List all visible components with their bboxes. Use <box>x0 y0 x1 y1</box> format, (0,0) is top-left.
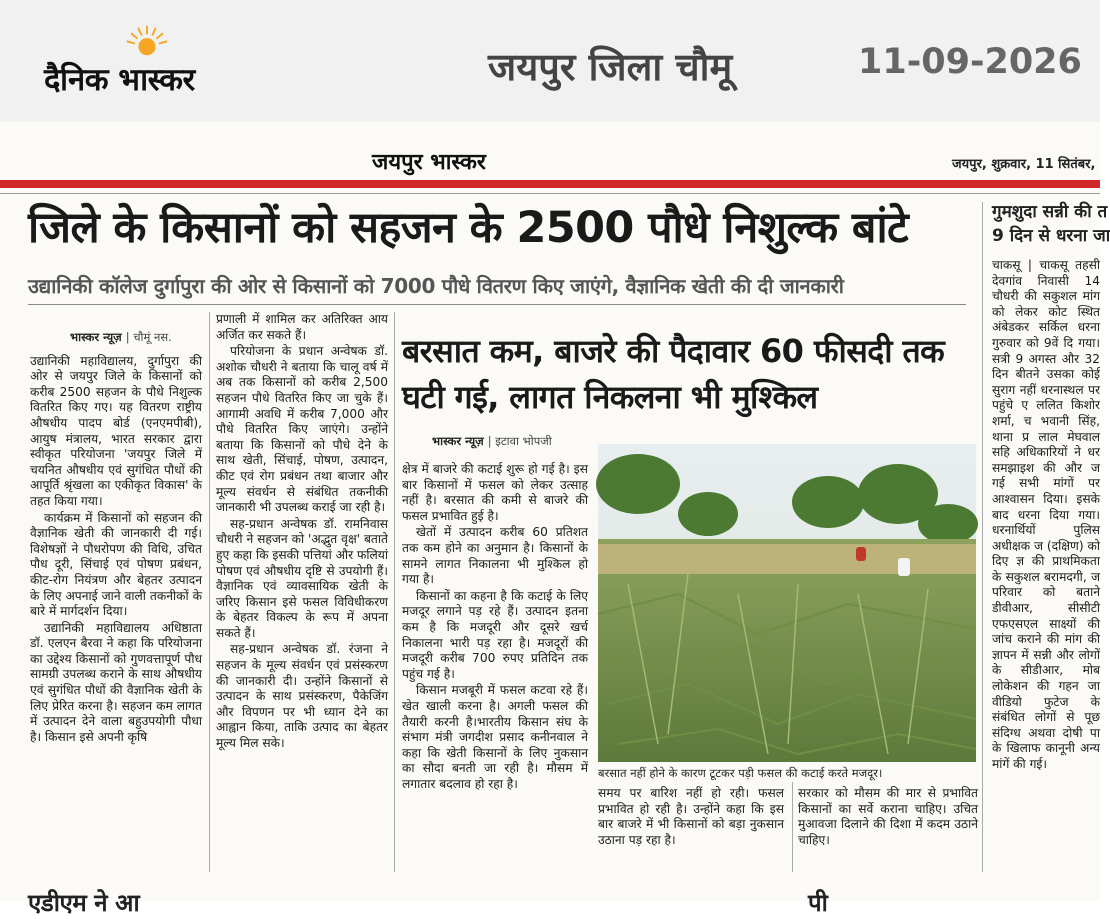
next-story-headline-right: पी <box>808 889 828 917</box>
photo-caption: बरसात नहीं होने के कारण टूटकर पड़ी फसल की कटाई करते मजदूर। <box>598 766 883 780</box>
paragraph: उद्यानिकी महाविद्यालय, दुर्गापुरा की ओर से जयपुर जिले के किसानों को करीब 2500 सहजन के पौधे निशुल्क वितरित किए गए। यह वितरण राष्ट्रीय औषधीय पादप बोर्ड (एनएमपीबी), आयुष मंत्रालय, भारत सरकार द्वारा स्वीकृत परियोजना 'जयपुर जिले में चयनित औषधीय एवं सुगंधित पौधों की आपूर्ति श्रृंखला का एकीकृत विकास' के तहत किया गया। <box>30 353 202 508</box>
story1-headline: जिले के किसानों को सहजन के 2500 पौधे निशुल्क बांटे <box>28 203 909 253</box>
paragraph: समय पर बारिश नहीं हो रही। फसल प्रभावित हो रही है। उन्होंने कहा कि इस बार बाजरे में भी किसानों को बड़ा नुकसान उठाना पड़ रहा है। <box>598 786 784 847</box>
story3-column <box>992 258 1100 872</box>
story2-headline: बरसात कम, बाजरे की पैदावार 60 फीसदी तक घटी गई, लागत निकलना भी मुश्किल <box>402 332 945 416</box>
paragraph: कार्यक्रम में किसानों को सहजन की वैज्ञानिक खेती की जानकारी दी गई। विशेषज्ञों ने पौधरोपण की विधि, उचित पौध दूरी, सिंचाई एवं पोषण प्रबंधन, कीट-रोग नियंत्रण और बेहतर उत्पादन के लिए अपनाई जाने वाली तकनीकों के बारे में मार्गदर्शन दिया। <box>30 510 202 619</box>
headline-line: गुमशुदा सन्नी की त <box>992 202 1108 222</box>
paper-dateline: जयपुर, शुक्रवार, 11 सितंबर, <box>952 157 1096 172</box>
story2-column-1 <box>402 462 588 793</box>
paper-masthead: जयपुर भास्कर <box>372 150 486 175</box>
paragraph: किसान मजबूरी में फसल कटवा रहे हैं। खेत खाली करना है। अगली फसल की तैयारी करनी है।भारतीय किसान संघ के संभाग मंत्री जगदीश प्रसाद कनीनवाल ने कहा कि खेती किसानों के लिए नुकसान का सौदा बनती जा रही है। मौसम में लगातार बदलाव हो रहा है। <box>402 683 588 791</box>
paragraph: किसानों का कहना है कि कटाई के लिए मजदूर लगाने पड़ रहे हैं। उत्पादन इतना कम है कि मजदूरी और दूसरे खर्च निकालना भारी पड़ रहा है। मजदूरों की मजदूरी करीब 700 रुपए प्रतिदिन तक पहुंच गई है। <box>402 588 588 681</box>
next-story-headline-left: एडीएम ने आ <box>28 889 140 917</box>
column-separator <box>209 312 210 872</box>
paragraph: परियोजना के प्रधान अन्वेषक डॉ. अशोक चौधरी ने बताया कि चालू वर्ष में अब तक किसानों को करीब 2,500 सहजन पौधे वितरित किए जा चुके हैं। आगामी अवधि में करीब 7,000 और पौधे वितरित किए जाएंगे। उन्होंने बताया कि किसानों को पौधे देने के साथ खेती, सिंचाई, पोषण, उत्पादन, कीट एवं रोग प्रबंधन तथा बाजार और मूल्य संवर्धन से संबंधित तकनीकी जानकारी भी उपलब्ध कराई जा रही है। <box>216 344 388 515</box>
column-separator <box>792 782 793 872</box>
top-bar <box>0 0 1100 122</box>
masthead-red-rule <box>0 180 1100 188</box>
divider <box>28 304 966 305</box>
story1-column-2 <box>216 312 388 753</box>
story2-byline: भास्कर न्यूज़ | इटावा भोपजी <box>432 434 552 448</box>
sun-logo-icon <box>128 22 166 60</box>
masthead-thin-rule <box>0 193 1100 194</box>
paragraph: सरकार को मौसम की मार से प्रभावित किसानों का सर्वे कराना चाहिए। उचित मुआवजा दिलाने की दिशा में कदम उठाने चाहिए। <box>798 786 978 847</box>
brand-logo-text: दैनिक भास्कर <box>44 62 195 98</box>
column-separator <box>982 202 983 872</box>
story1-subhead: उद्यानिकी कॉलेज दुर्गापुरा की ओर से किसानों को 7000 पौधे वितरण किए जाएंगे, वैज्ञानिक खेती की दी जानकारी <box>28 274 844 298</box>
story2-column-3 <box>798 786 978 849</box>
paragraph: उद्यानिकी महाविद्यालय अधिष्ठाता डॉ. एलएन बैरवा ने कहा कि परियोजना का उद्देश्य किसानों को गुणवत्तापूर्ण पौध सामग्री उपलब्ध कराने के साथ औषधीय एवं सुगंधित पौधों की वैज्ञानिक खेती के लिए प्रेरित करना है। सहजन कम लागत में उत्पादन देने वाला बहुउपयोगी पौधा है। किसान इसे अपनी कृषि <box>30 620 202 744</box>
millet-harvest-photo <box>598 444 976 762</box>
paragraph: क्षेत्र में बाजरे की कटाई शुरू हो गई है। इस बार किसानों में फसल को लेकर उत्साह नहीं है। बरसात की कमी से बाजरे की फसल प्रभावित हुई है। <box>402 462 588 523</box>
column-separator <box>394 312 395 872</box>
paragraph: प्रणाली में शामिल कर अतिरिक्त आय अर्जित कर सकते हैं। <box>216 312 388 342</box>
paragraph: सह-प्रधान अन्वेषक डॉ. रामनिवास चौधरी ने सहजन को 'अद्भुत वृक्ष' बताते हुए कहा कि इसकी पत्तियां और फलियां पोषण एवं औषधीय दृष्टि से उपयोगी हैं। वैज्ञानिक एवं व्यावसायिक खेती के जरिए किसान इसे फसल विविधीकरण के बेहतर विकल्प के रूप में अपना सकते हैं। <box>216 516 388 640</box>
edition-date: 11-09-2026 <box>858 42 1082 82</box>
headline-line: 9 दिन से धरना जा <box>992 226 1110 246</box>
newspaper-page <box>0 122 1110 917</box>
paragraph: सह-प्रधान अन्वेषक डॉ. रंजना ने सहजन के मूल्य संवर्धन एवं प्रसंस्करण की जानकारी दी। उन्होंने किसानों से उत्पादन के साथ प्रसंस्करण, पैकेजिंग और विपणन पर भी ध्यान देने का आह्वान किया, ताकि उत्पाद का बेहतर मूल्य मिल सके। <box>216 642 388 751</box>
paragraph: चाकसू | चाकसू तहसी देवगांव निवासी 14 चौधरी की सकुशल मांग को लेकर कोट स्थित अंबेडकर सर्किल धरना गुरुवार को 9वें दि गया। सत्री 9 अगस्त और 32 दिन बीतने उसका कोई सुराग नहीं धरनास्थल पर पहुंचे ए ललित किशोर शर्मा, च भवानी सिंह, थाना प्र लाल मेघवाल सहि अधिकारियों ने धर समझाइश की और ज गई सभी मांगों पर आश्वासन दिया। इसके बाद धरना दिया गया। धरनार्थियों पुलिस अधीक्षक ज (दक्षिण) को दिए ज्ञ की प्राथमिकता के सकुशल बरामदगी, ज परिवार को बताने डीवीआर, सीसीटी एफएसएल साक्ष्यों की जांच कराने की मांग की ज्ञापन में सन्नी और लोगों के सीडीआर, मोब लोकेशन की गहन जा वीडियो फुटेज के संबंधित लोगों से पूछ संदिग्ध अथवा दोषी पा के खिलाफ कानूनी अन्य मांगें की गई। <box>992 258 1100 771</box>
paragraph: खेतों में उत्पादन करीब 60 प्रतिशत तक कम होने का अनुमान है। किसानों के सामने लागत निकालना भी मुश्किल हो गया है। <box>402 525 588 587</box>
story2-column-2 <box>598 786 784 849</box>
story1-byline: भास्कर न्यूज़ | चौमूं नस. <box>70 330 172 344</box>
story1-column-1 <box>30 330 202 746</box>
edition-title: जयपुर जिला चौमू <box>488 45 733 89</box>
story3-headline <box>992 200 1110 248</box>
